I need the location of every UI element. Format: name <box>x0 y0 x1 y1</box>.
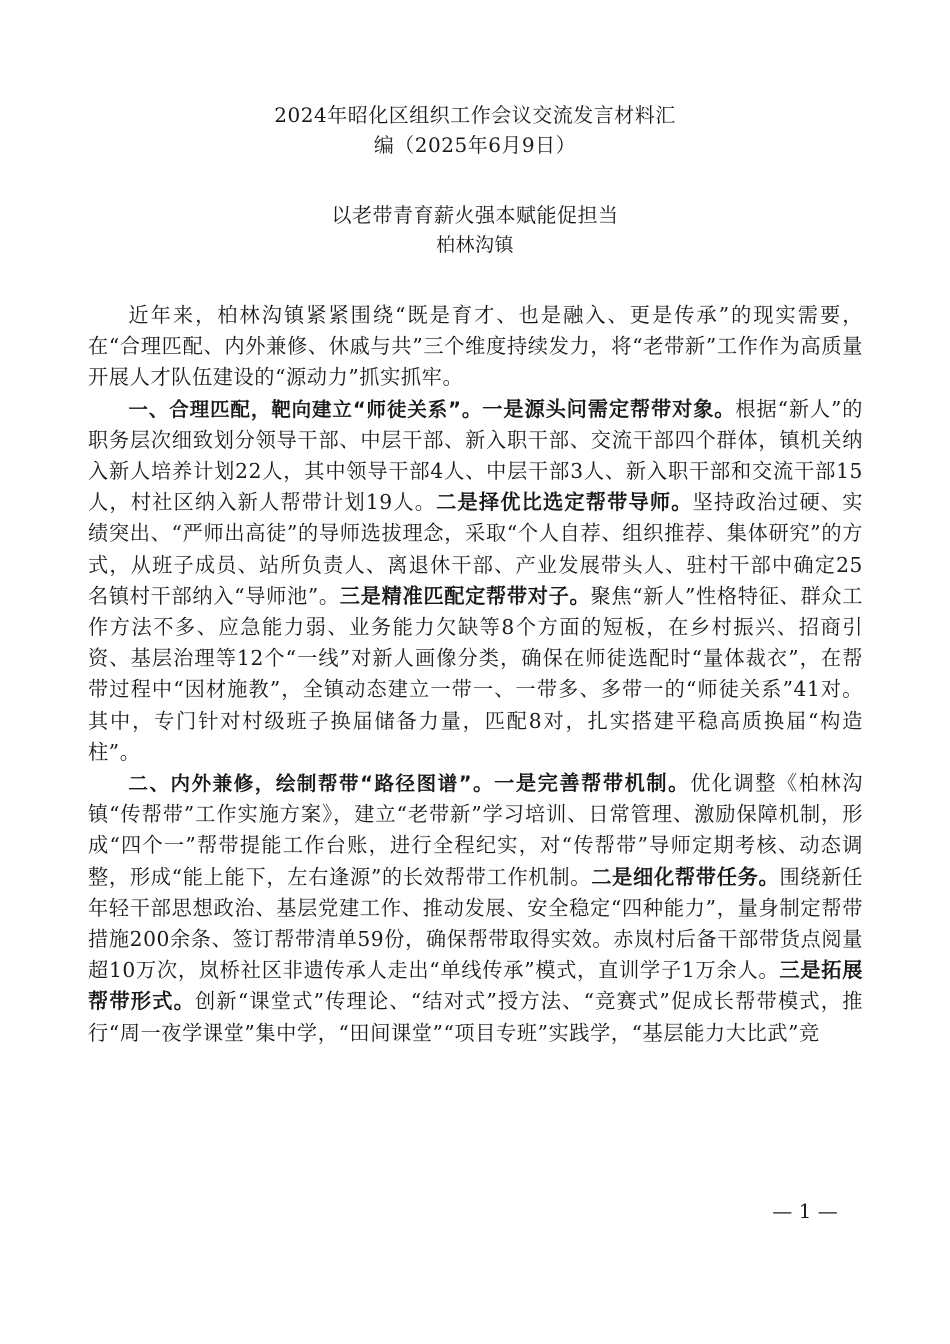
section-2-point-2-title: 二是细化帮带任务。 <box>591 864 780 889</box>
section-2-point-3-title: 三是拓展帮带形式。 <box>88 958 863 1014</box>
document-title-line-2: 编（2025年6月9日） <box>373 133 577 157</box>
document-title <box>180 100 770 160</box>
section-1-point-3-text: 聚焦“新人”性格特征、群众工作方法不多、应急能力弱、业务能力欠缺等8个方面的短板，在乡村振兴、招商引资、基层治理等12个“一线”对新人画像分类，确保在师徒选配时“量体裁衣”，在帮带过程中“因材施教”，全镇动态建立一带一、一带多、多带一的“师徒关系”41对。其中，专门针对村级班子换届储备力量，匹配8对，扎实搭建平稳高质换届“构造柱”。 <box>88 583 864 764</box>
speech-title-block <box>180 200 770 260</box>
section-2-point-3-text: 创新“课堂式”传理论、“结对式”授方法、“竞赛式”促成长帮带模式，推行“周一夜学课堂”集中学，“田间课堂”“项目专班”实践学，“基层能力大比武”竞 <box>88 989 863 1045</box>
section-1-paragraph <box>88 394 863 768</box>
section-1-point-1-title: 一是源头问需定帮带对象。 <box>482 396 736 421</box>
speech-title: 以老带青育薪火强本赋能促担当 <box>331 203 619 227</box>
page-number: — 1 — <box>772 1199 838 1223</box>
speech-author: 柏林沟镇 <box>435 234 514 256</box>
section-1-heading: 一、合理匹配，靶向建立“师徒关系”。 <box>128 397 483 421</box>
section-1-point-3-title: 三是精准匹配定帮带对子。 <box>339 583 591 608</box>
intro-paragraph: 近年来，柏林沟镇紧紧围绕“既是育才、也是融入、更是传承”的现实需要，在“合理匹配、内外兼修、休戚与共”三个维度持续发力，将“老带新”工作作为高质量开展人才队伍建设的“源动力”抓实抓牢。 <box>88 303 863 390</box>
section-1-point-2-title: 二是择优比选定帮带导师。 <box>436 490 693 515</box>
section-2-heading: 二、内外兼修，绘制帮带“路径图谱”。 <box>128 772 495 796</box>
section-1-point-1-text: 根据“新人”的职务层次细致划分领导干部、中层干部、新入职干部、交流干部四个群体，镇机关纳入新人培养计划22人，其中领导干部4人、中层干部3人、新入职干部和交流干部15人，村社区纳入新人帮带计划19人。 <box>88 396 864 515</box>
section-2-point-1-title: 一是完善帮带机制。 <box>494 771 690 796</box>
section-2-point-1-text: 优化调整《柏林沟镇“传帮带”工作实施方案》，建立“老带新”学习培训、日常管理、激励保障机制，形成“四个一”帮带提能工作台账，进行全程纪实，对“传帮带”导师定期考核、动态调整，形成“能上能下，左右逢源”的长效帮带工作机制。 <box>88 771 863 889</box>
document-body <box>88 300 863 1049</box>
section-1-point-2-text: 坚持政治过硬、实绩突出、“严师出高徒”的导师选拔理念，采取“个人自荐、组织推荐、集体研究”的方式，从班子成员、站所负责人、离退休干部、产业发展带头人、驻村干部中确定25名镇村干部纳入“导师池”。 <box>88 490 864 608</box>
section-2-point-2-text: 围绕新任年轻干部思想政治、基层党建工作、推动发展、安全稳定“四种能力”，量身制定帮带措施200余条、签订帮带清单59份，确保帮带取得实效。赤岚村后备干部带货点阅量超10万次，岚桥社区非遗传承人走出“单线传承”模式，直训学子1万余人。 <box>88 864 863 983</box>
document-title-line-1: 2024年昭化区组织工作会议交流发言材料汇 <box>274 103 676 127</box>
section-2-paragraph <box>88 768 863 1049</box>
